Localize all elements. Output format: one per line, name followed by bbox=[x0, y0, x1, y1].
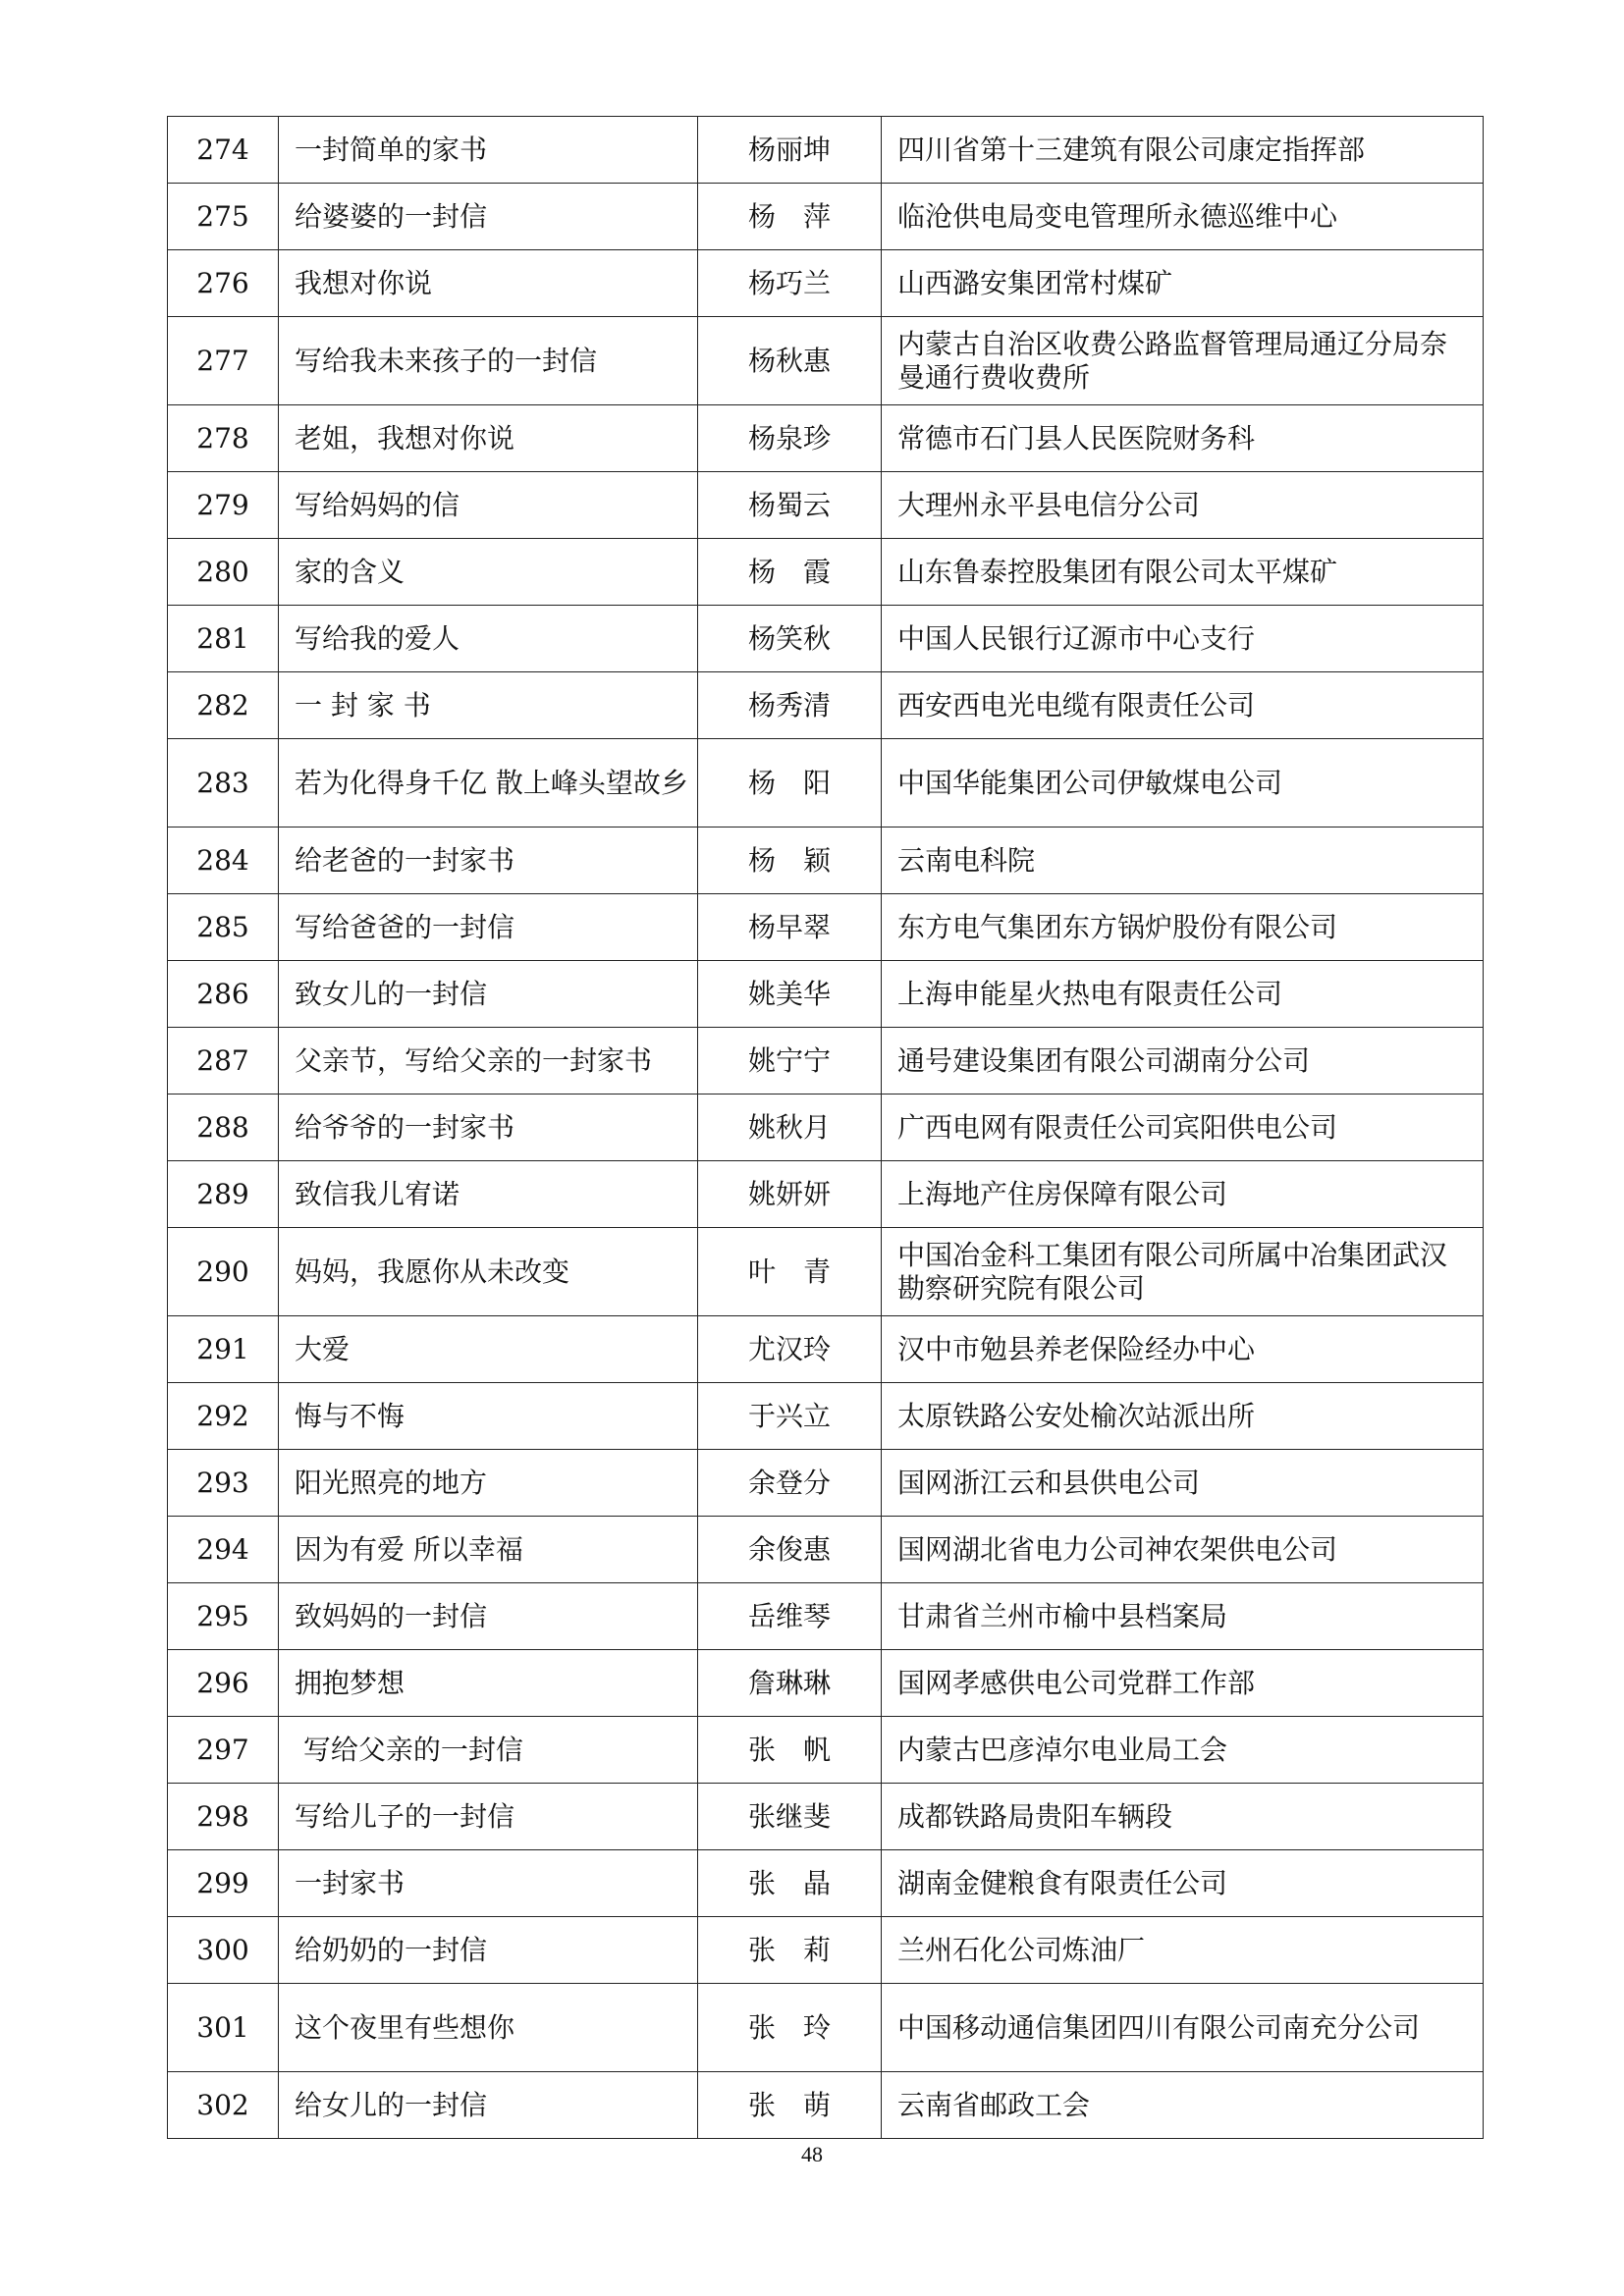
table-row bbox=[168, 1784, 1484, 1850]
entry-organization: 甘肃省兰州市榆中县档案局 bbox=[882, 1583, 1484, 1650]
entry-author: 姚秋月 bbox=[698, 1095, 882, 1161]
table-row bbox=[168, 739, 1484, 828]
table-row bbox=[168, 1517, 1484, 1583]
entry-number: 288 bbox=[168, 1095, 279, 1161]
entry-title: 致女儿的一封信 bbox=[279, 961, 698, 1028]
table-row bbox=[168, 672, 1484, 739]
entry-title: 给奶奶的一封信 bbox=[279, 1917, 698, 1984]
entry-author: 于兴立 bbox=[698, 1383, 882, 1450]
entry-title: 给爷爷的一封家书 bbox=[279, 1095, 698, 1161]
entry-title: 拥抱梦想 bbox=[279, 1650, 698, 1717]
entry-organization: 常德市石门县人民医院财务科 bbox=[882, 405, 1484, 472]
entry-number: 299 bbox=[168, 1850, 279, 1917]
entry-author: 张继斐 bbox=[698, 1784, 882, 1850]
entry-title: 写给爸爸的一封信 bbox=[279, 894, 698, 961]
entry-number: 279 bbox=[168, 472, 279, 539]
table-row bbox=[168, 1316, 1484, 1383]
entry-organization: 广西电网有限责任公司宾阳供电公司 bbox=[882, 1095, 1484, 1161]
entry-number: 277 bbox=[168, 317, 279, 405]
entry-author: 叶 青 bbox=[698, 1228, 882, 1316]
entry-author: 杨 阳 bbox=[698, 739, 882, 828]
entry-title: 写给妈妈的信 bbox=[279, 472, 698, 539]
entry-number: 298 bbox=[168, 1784, 279, 1850]
table-row bbox=[168, 539, 1484, 606]
entry-organization: 汉中市勉县养老保险经办中心 bbox=[882, 1316, 1484, 1383]
entry-author: 杨泉珍 bbox=[698, 405, 882, 472]
entry-title: 家的含义 bbox=[279, 539, 698, 606]
entry-organization: 中国冶金科工集团有限公司所属中冶集团武汉勘察研究院有限公司 bbox=[882, 1228, 1484, 1316]
entry-number: 293 bbox=[168, 1450, 279, 1517]
entry-author: 张 晶 bbox=[698, 1850, 882, 1917]
entry-number: 287 bbox=[168, 1028, 279, 1095]
entry-author: 杨巧兰 bbox=[698, 250, 882, 317]
entry-number: 297 bbox=[168, 1717, 279, 1784]
entry-title: 写给我的爱人 bbox=[279, 606, 698, 672]
entry-number: 285 bbox=[168, 894, 279, 961]
entry-author: 杨 颖 bbox=[698, 828, 882, 894]
entry-title: 一封简单的家书 bbox=[279, 117, 698, 184]
entry-title: 致妈妈的一封信 bbox=[279, 1583, 698, 1650]
page-number: 48 bbox=[801, 2142, 823, 2166]
entry-organization: 国网孝感供电公司党群工作部 bbox=[882, 1650, 1484, 1717]
entry-author: 姚妍妍 bbox=[698, 1161, 882, 1228]
entry-author: 张 帆 bbox=[698, 1717, 882, 1784]
table-row bbox=[168, 1450, 1484, 1517]
table-row bbox=[168, 961, 1484, 1028]
entry-title: 若为化得身千亿 散上峰头望故乡 bbox=[279, 739, 698, 828]
table-row bbox=[168, 317, 1484, 405]
table-row bbox=[168, 1228, 1484, 1316]
entry-organization: 太原铁路公安处榆次站派出所 bbox=[882, 1383, 1484, 1450]
table-row bbox=[168, 1161, 1484, 1228]
entry-author: 杨 萍 bbox=[698, 184, 882, 250]
entry-organization: 云南电科院 bbox=[882, 828, 1484, 894]
entry-number: 278 bbox=[168, 405, 279, 472]
entry-author: 张 萌 bbox=[698, 2072, 882, 2139]
entry-number: 295 bbox=[168, 1583, 279, 1650]
entry-number: 296 bbox=[168, 1650, 279, 1717]
entry-number: 292 bbox=[168, 1383, 279, 1450]
table-row bbox=[168, 1984, 1484, 2072]
table-body bbox=[168, 117, 1484, 2139]
entry-author: 余登分 bbox=[698, 1450, 882, 1517]
entry-author: 杨笑秋 bbox=[698, 606, 882, 672]
table-row bbox=[168, 894, 1484, 961]
entry-title: 老姐，我想对你说 bbox=[279, 405, 698, 472]
entry-organization: 中国华能集团公司伊敏煤电公司 bbox=[882, 739, 1484, 828]
entry-number: 280 bbox=[168, 539, 279, 606]
table-row bbox=[168, 828, 1484, 894]
entry-organization: 上海地产住房保障有限公司 bbox=[882, 1161, 1484, 1228]
entry-organization: 临沧供电局变电管理所永德巡维中心 bbox=[882, 184, 1484, 250]
entry-number: 282 bbox=[168, 672, 279, 739]
table-row bbox=[168, 1095, 1484, 1161]
entry-author: 张 玲 bbox=[698, 1984, 882, 2072]
entry-number: 301 bbox=[168, 1984, 279, 2072]
entry-organization: 四川省第十三建筑有限公司康定指挥部 bbox=[882, 117, 1484, 184]
entry-author: 杨蜀云 bbox=[698, 472, 882, 539]
entry-number: 302 bbox=[168, 2072, 279, 2139]
table-row bbox=[168, 1850, 1484, 1917]
table-row bbox=[168, 1028, 1484, 1095]
entry-number: 281 bbox=[168, 606, 279, 672]
entry-number: 274 bbox=[168, 117, 279, 184]
entry-organization: 内蒙古巴彦淖尔电业局工会 bbox=[882, 1717, 1484, 1784]
entry-organization: 云南省邮政工会 bbox=[882, 2072, 1484, 2139]
entry-title: 阳光照亮的地方 bbox=[279, 1450, 698, 1517]
entry-author: 杨丽坤 bbox=[698, 117, 882, 184]
entry-organization: 湖南金健粮食有限责任公司 bbox=[882, 1850, 1484, 1917]
entry-number: 289 bbox=[168, 1161, 279, 1228]
entry-author: 杨早翠 bbox=[698, 894, 882, 961]
entry-author: 尤汉玲 bbox=[698, 1316, 882, 1383]
entry-author: 杨 霞 bbox=[698, 539, 882, 606]
entry-number: 275 bbox=[168, 184, 279, 250]
entry-number: 276 bbox=[168, 250, 279, 317]
entry-author: 岳维琴 bbox=[698, 1583, 882, 1650]
entry-organization: 东方电气集团东方锅炉股份有限公司 bbox=[882, 894, 1484, 961]
table-row bbox=[168, 1717, 1484, 1784]
entry-organization: 中国人民银行辽源市中心支行 bbox=[882, 606, 1484, 672]
entry-number: 300 bbox=[168, 1917, 279, 1984]
entry-number: 286 bbox=[168, 961, 279, 1028]
entry-organization: 内蒙古自治区收费公路监督管理局通辽分局奈曼通行费收费所 bbox=[882, 317, 1484, 405]
entry-organization: 山东鲁泰控股集团有限公司太平煤矿 bbox=[882, 539, 1484, 606]
entry-number: 283 bbox=[168, 739, 279, 828]
entry-title: 给老爸的一封家书 bbox=[279, 828, 698, 894]
entry-author: 杨秋惠 bbox=[698, 317, 882, 405]
entry-number: 290 bbox=[168, 1228, 279, 1316]
entry-organization: 成都铁路局贵阳车辆段 bbox=[882, 1784, 1484, 1850]
entry-title: 这个夜里有些想你 bbox=[279, 1984, 698, 2072]
entry-title: 我想对你说 bbox=[279, 250, 698, 317]
entry-organization: 兰州石化公司炼油厂 bbox=[882, 1917, 1484, 1984]
entry-organization: 国网浙江云和县供电公司 bbox=[882, 1450, 1484, 1517]
entry-author: 姚宁宁 bbox=[698, 1028, 882, 1095]
entry-organization: 国网湖北省电力公司神农架供电公司 bbox=[882, 1517, 1484, 1583]
entry-author: 詹琳琳 bbox=[698, 1650, 882, 1717]
entry-title: 悔与不悔 bbox=[279, 1383, 698, 1450]
entry-title: 一 封 家 书 bbox=[279, 672, 698, 739]
entry-number: 294 bbox=[168, 1517, 279, 1583]
entry-author: 杨秀清 bbox=[698, 672, 882, 739]
entry-title: 给婆婆的一封信 bbox=[279, 184, 698, 250]
entry-number: 291 bbox=[168, 1316, 279, 1383]
table-row bbox=[168, 405, 1484, 472]
entry-title: 妈妈，我愿你从未改变 bbox=[279, 1228, 698, 1316]
entry-organization: 山西潞安集团常村煤矿 bbox=[882, 250, 1484, 317]
entry-organization: 上海申能星火热电有限责任公司 bbox=[882, 961, 1484, 1028]
table-row bbox=[168, 472, 1484, 539]
entry-organization: 中国移动通信集团四川有限公司南充分公司 bbox=[882, 1984, 1484, 2072]
entry-title: 写给儿子的一封信 bbox=[279, 1784, 698, 1850]
table-row bbox=[168, 606, 1484, 672]
entry-title: 因为有爱 所以幸福 bbox=[279, 1517, 698, 1583]
entry-author: 姚美华 bbox=[698, 961, 882, 1028]
entry-organization: 通号建设集团有限公司湖南分公司 bbox=[882, 1028, 1484, 1095]
award-list-table bbox=[167, 116, 1484, 2139]
table-row bbox=[168, 1383, 1484, 1450]
table-row bbox=[168, 1650, 1484, 1717]
entry-title: 给女儿的一封信 bbox=[279, 2072, 698, 2139]
table-row bbox=[168, 1583, 1484, 1650]
entry-title: 一封家书 bbox=[279, 1850, 698, 1917]
table-row bbox=[168, 2072, 1484, 2139]
table-row bbox=[168, 250, 1484, 317]
entry-organization: 大理州永平县电信分公司 bbox=[882, 472, 1484, 539]
entry-title: 写给我未来孩子的一封信 bbox=[279, 317, 698, 405]
table-row bbox=[168, 1917, 1484, 1984]
entry-author: 张 莉 bbox=[698, 1917, 882, 1984]
table-row bbox=[168, 117, 1484, 184]
entry-author: 余俊惠 bbox=[698, 1517, 882, 1583]
entry-organization: 西安西电光电缆有限责任公司 bbox=[882, 672, 1484, 739]
entry-title: 致信我儿宥诺 bbox=[279, 1161, 698, 1228]
table-row bbox=[168, 184, 1484, 250]
entry-number: 284 bbox=[168, 828, 279, 894]
entry-title: 父亲节，写给父亲的一封家书 bbox=[279, 1028, 698, 1095]
entry-title: 大爱 bbox=[279, 1316, 698, 1383]
entry-title: 写给父亲的一封信 bbox=[279, 1717, 698, 1784]
